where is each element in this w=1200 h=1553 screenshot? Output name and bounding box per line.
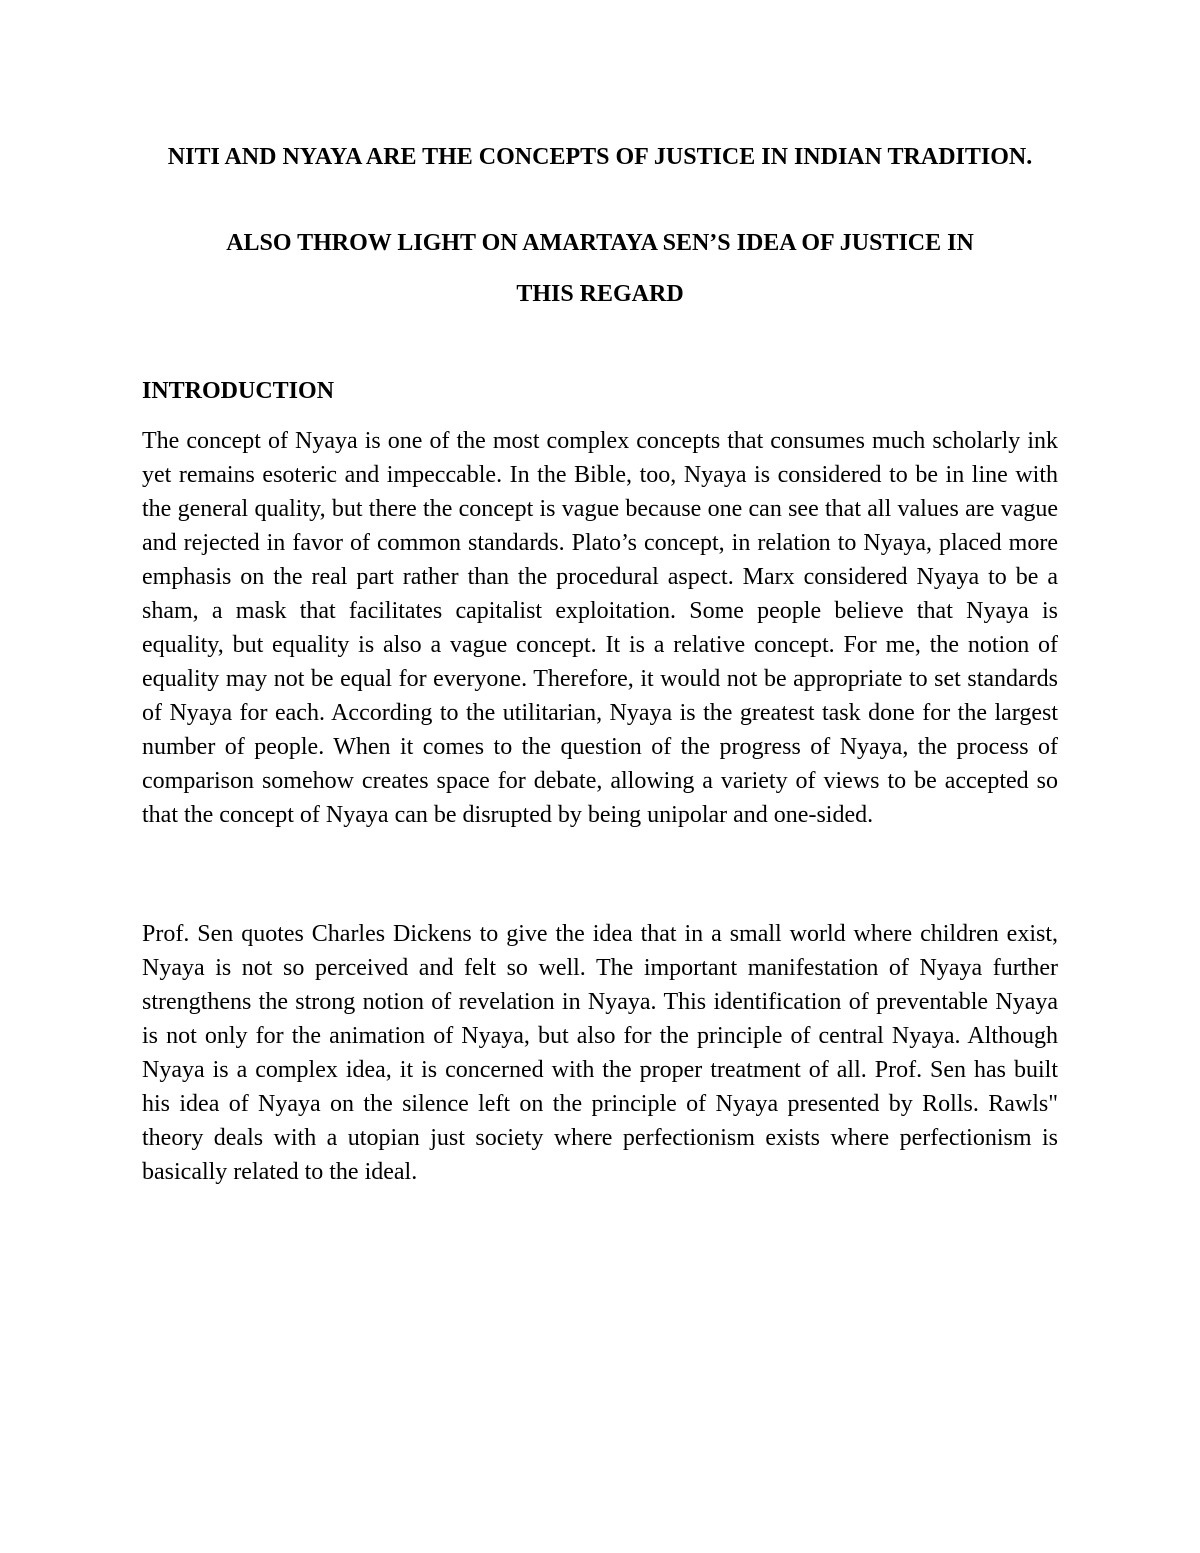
document-title-line-2: ALSO THROW LIGHT ON AMARTAYA SEN’S IDEA OF JUSTICE IN bbox=[226, 230, 974, 256]
paragraph-2: Prof. Sen quotes Charles Dickens to give the idea that in a small world where children exist, Nyaya is not so perceived and felt so well. The important manifestation of Nyaya further strengthens the strong notion of revelation in Nyaya. This identification of preventable Nyaya is not only for the animation of Nyaya, but also for the principle of central Nyaya. Although Nyaya is a complex idea, it is concerned with the proper treatment of all. Prof. Sen has built his idea of Nyaya on the silence left on the principle of Nyaya presented by Rolls. Rawls" theory deals with a utopian just society where perfectionism exists where perfectionism is basically related to the ideal. bbox=[142, 921, 1058, 1185]
document-title-line-1: NITI AND NYAYA ARE THE CONCEPTS OF JUSTICE IN INDIAN TRADITION. bbox=[167, 144, 1033, 170]
paragraph-1: The concept of Nyaya is one of the most complex concepts that consumes much scholarly ink yet remains esoteric and impeccable. In the Bible, too, Nyaya is considered to be in line with the general quality, but there the concept is vague because one can see that all values are vague and rejected in favor of common standards. Plato’s concept, in relation to Nyaya, placed more emphasis on the real part rather than the procedural aspect. Marx considered Nyaya to be a sham, a mask that facilitates capitalist exploitation. Some people believe that Nyaya is equality, but equality is also a vague concept. It is a relative concept. For me, the notion of equality may not be equal for everyone. Therefore, it would not be appropriate to set standards of Nyaya for each. According to the utilitarian, Nyaya is the greatest task done for the largest number of people. When it comes to the question of the progress of Nyaya, the process of comparison somehow creates space for debate, allowing a variety of views to be accepted so that the concept of Nyaya can be disrupted by being unipolar and one-sided. bbox=[142, 428, 1058, 828]
section-heading: INTRODUCTION bbox=[142, 378, 335, 404]
document-title-line-3: THIS REGARD bbox=[516, 281, 684, 307]
